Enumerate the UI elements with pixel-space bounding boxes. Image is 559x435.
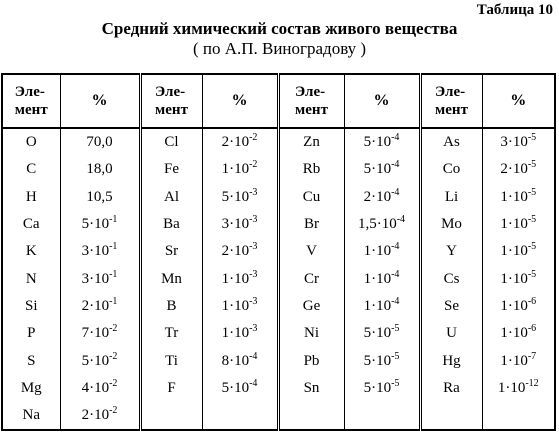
table-row <box>2 293 555 320</box>
percent-mantissa: 1·10 <box>221 297 250 314</box>
element-symbol: H <box>2 184 60 211</box>
percent-mantissa: 5·10 <box>221 188 250 205</box>
element-header: Эле- мент <box>420 74 482 128</box>
percent-mantissa: 4·10 <box>81 379 110 396</box>
element-percent <box>202 156 278 183</box>
element-header: Эле- мент <box>2 74 60 128</box>
element-symbol: Cu <box>278 184 344 211</box>
element-symbol: Sn <box>278 375 344 402</box>
element-percent <box>344 265 420 292</box>
element-symbol: B <box>140 293 202 320</box>
percent-exponent: -3 <box>249 323 258 335</box>
element-symbol: U <box>420 320 482 347</box>
table-caption: Таблица 10 <box>476 2 553 18</box>
document-subtitle: ( по А.П. Виноградову ) <box>192 39 367 58</box>
percent-exponent: -2 <box>109 405 118 417</box>
percent-exponent: -6 <box>527 323 537 335</box>
table-row <box>2 156 555 183</box>
percent-exponent: -2 <box>109 377 118 389</box>
element-symbol: Mo <box>420 211 482 238</box>
element-symbol: Ra <box>420 375 482 402</box>
element-symbol: Se <box>420 293 482 320</box>
element-percent <box>482 238 555 265</box>
percent-exponent: -2 <box>249 132 258 144</box>
percent-exponent: -4 <box>396 214 406 226</box>
element-percent <box>202 293 278 320</box>
element-percent <box>344 347 420 374</box>
percent-mantissa: 3·10 <box>81 243 110 260</box>
percent-mantissa: 5·10 <box>81 352 110 369</box>
percent-exponent: -4 <box>391 186 400 198</box>
element-symbol: Ni <box>278 320 344 347</box>
element-percent <box>60 238 140 265</box>
element-percent <box>60 184 140 211</box>
percent-header: % <box>344 74 420 128</box>
element-percent <box>344 320 420 347</box>
element-header: Эле- мент <box>278 74 344 128</box>
element-percent <box>482 347 555 374</box>
percent-exponent: -5 <box>527 241 537 253</box>
percent-header: % <box>202 74 278 128</box>
element-percent <box>482 402 555 430</box>
element-symbol: S <box>2 347 60 374</box>
element-symbol <box>140 402 202 430</box>
percent-exponent: -4 <box>249 377 258 389</box>
element-percent <box>202 211 278 238</box>
table-row <box>2 238 555 265</box>
table-row <box>2 320 555 347</box>
percent-exponent: -4 <box>391 295 400 307</box>
percent-mantissa: 70,0 <box>86 134 113 151</box>
element-percent <box>482 156 555 183</box>
element-symbol: Hg <box>420 347 482 374</box>
element-percent <box>202 375 278 402</box>
percent-mantissa: 3·10 <box>221 216 250 233</box>
percent-exponent: -3 <box>249 268 258 280</box>
percent-exponent: -5 <box>391 323 400 335</box>
percent-exponent: -2 <box>109 323 118 335</box>
element-symbol: Cs <box>420 265 482 292</box>
percent-mantissa: 1·10 <box>221 161 250 178</box>
element-symbol: C <box>2 156 60 183</box>
table-row <box>2 402 555 430</box>
element-symbol: K <box>2 238 60 265</box>
elements-table-body <box>2 128 555 430</box>
element-percent <box>344 238 420 265</box>
percent-mantissa: 2·10 <box>500 161 528 178</box>
element-symbol: Pb <box>278 347 344 374</box>
element-percent <box>60 320 140 347</box>
percent-mantissa: 5·10 <box>363 379 392 396</box>
percent-mantissa: 1·10 <box>500 352 528 369</box>
element-percent <box>60 265 140 292</box>
element-symbol: Al <box>140 184 202 211</box>
element-percent <box>344 402 420 430</box>
element-percent <box>202 184 278 211</box>
table-row <box>2 211 555 238</box>
percent-mantissa: 10,5 <box>86 188 113 205</box>
percent-exponent: -1 <box>109 214 118 226</box>
percent-mantissa: 2·10 <box>221 134 250 151</box>
element-percent <box>60 211 140 238</box>
percent-exponent: -4 <box>249 350 258 362</box>
element-symbol: Rb <box>278 156 344 183</box>
percent-mantissa: 1·10 <box>221 325 250 342</box>
percent-mantissa: 1·10 <box>221 270 250 287</box>
percent-exponent: -4 <box>391 132 400 144</box>
element-percent <box>344 184 420 211</box>
percent-exponent: -5 <box>391 350 400 362</box>
element-percent <box>344 375 420 402</box>
element-percent <box>60 402 140 430</box>
percent-exponent: -1 <box>109 295 118 307</box>
element-percent <box>482 265 555 292</box>
percent-mantissa: 1·10 <box>500 188 528 205</box>
element-symbol: As <box>420 128 482 156</box>
element-percent <box>344 211 420 238</box>
table-row <box>2 375 555 402</box>
element-symbol: Ti <box>140 347 202 374</box>
percent-mantissa: 5·10 <box>363 325 392 342</box>
percent-exponent: -3 <box>249 295 258 307</box>
element-percent <box>60 156 140 183</box>
percent-exponent: -3 <box>249 241 258 253</box>
element-percent <box>482 128 555 156</box>
element-percent <box>344 293 420 320</box>
element-percent <box>482 293 555 320</box>
element-symbol: V <box>278 238 344 265</box>
percent-exponent: -5 <box>391 377 400 389</box>
percent-exponent: -5 <box>527 214 537 226</box>
percent-exponent: -1 <box>109 268 118 280</box>
percent-exponent: -6 <box>527 295 537 307</box>
percent-exponent: -5 <box>527 268 537 280</box>
element-percent <box>202 265 278 292</box>
table-row <box>2 347 555 374</box>
percent-mantissa: 5·10 <box>363 352 392 369</box>
percent-exponent: -5 <box>527 159 537 171</box>
percent-mantissa: 7·10 <box>81 325 110 342</box>
element-symbol: Na <box>2 402 60 430</box>
element-percent <box>202 402 278 430</box>
element-percent <box>482 184 555 211</box>
percent-exponent: -1 <box>109 241 118 253</box>
percent-mantissa: 5·10 <box>221 379 250 396</box>
element-symbol: N <box>2 265 60 292</box>
percent-exponent: -2 <box>109 350 118 362</box>
table-row <box>2 128 555 156</box>
element-symbol: Ba <box>140 211 202 238</box>
element-symbol: Si <box>2 293 60 320</box>
element-symbol: Y <box>420 238 482 265</box>
percent-mantissa: 1·10 <box>363 243 392 260</box>
element-percent <box>344 128 420 156</box>
percent-mantissa: 2·10 <box>81 407 110 424</box>
percent-mantissa: 2·10 <box>363 188 392 205</box>
percent-mantissa: 8·10 <box>221 352 250 369</box>
table-row <box>2 184 555 211</box>
percent-mantissa: 1·10 <box>363 270 392 287</box>
element-symbol: Br <box>278 211 344 238</box>
percent-exponent: -5 <box>527 132 537 144</box>
elements-table <box>1 73 556 431</box>
percent-exponent: -4 <box>391 241 400 253</box>
percent-mantissa: 1·10 <box>500 325 528 342</box>
element-symbol: P <box>2 320 60 347</box>
element-percent <box>60 375 140 402</box>
table-row <box>2 265 555 292</box>
element-symbol: Tr <box>140 320 202 347</box>
element-symbol <box>420 402 482 430</box>
percent-mantissa: 18,0 <box>86 161 113 178</box>
percent-mantissa: 1·10 <box>500 216 528 233</box>
percent-mantissa: 5·10 <box>363 161 392 178</box>
element-symbol: Mn <box>140 265 202 292</box>
element-percent <box>202 238 278 265</box>
percent-exponent: -3 <box>249 214 258 226</box>
percent-mantissa: 5·10 <box>363 134 392 151</box>
percent-exponent: -4 <box>391 159 400 171</box>
element-percent <box>482 211 555 238</box>
percent-header: % <box>60 74 140 128</box>
element-symbol: Mg <box>2 375 60 402</box>
percent-mantissa: 2·10 <box>81 297 110 314</box>
element-percent <box>202 128 278 156</box>
header-row <box>2 74 555 128</box>
element-symbol: Co <box>420 156 482 183</box>
percent-mantissa: 3·10 <box>500 134 528 151</box>
element-percent <box>482 375 555 402</box>
element-symbol <box>278 402 344 430</box>
element-percent <box>344 156 420 183</box>
percent-exponent: -2 <box>249 159 258 171</box>
element-symbol: Fe <box>140 156 202 183</box>
element-symbol: Ge <box>278 293 344 320</box>
element-symbol: Cr <box>278 265 344 292</box>
percent-mantissa: 3·10 <box>81 270 110 287</box>
element-symbol: Li <box>420 184 482 211</box>
percent-mantissa: 2·10 <box>221 243 250 260</box>
element-symbol: Ca <box>2 211 60 238</box>
element-symbol: Sr <box>140 238 202 265</box>
percent-mantissa: 1·10 <box>500 270 528 287</box>
element-percent <box>202 320 278 347</box>
document-title: Средний химический состав живого вещества <box>101 19 458 38</box>
element-symbol: O <box>2 128 60 156</box>
element-percent <box>60 128 140 156</box>
element-symbol: Cl <box>140 128 202 156</box>
element-symbol: F <box>140 375 202 402</box>
element-header: Эле- мент <box>140 74 202 128</box>
element-percent <box>60 293 140 320</box>
percent-header: % <box>482 74 555 128</box>
percent-mantissa: 1·10 <box>500 243 528 260</box>
percent-exponent: -4 <box>391 268 400 280</box>
percent-exponent: -3 <box>249 186 258 198</box>
element-percent <box>482 320 555 347</box>
element-percent <box>202 347 278 374</box>
percent-mantissa: 1·10 <box>363 297 392 314</box>
percent-exponent: -12 <box>525 377 539 389</box>
element-percent <box>60 347 140 374</box>
percent-mantissa: 1·10 <box>497 379 526 396</box>
percent-exponent: -7 <box>527 350 537 362</box>
percent-mantissa: 5·10 <box>81 216 110 233</box>
percent-exponent: -5 <box>527 186 537 198</box>
element-symbol: Zn <box>278 128 344 156</box>
percent-mantissa: 1,5·10 <box>357 216 397 233</box>
percent-mantissa: 1·10 <box>500 297 528 314</box>
